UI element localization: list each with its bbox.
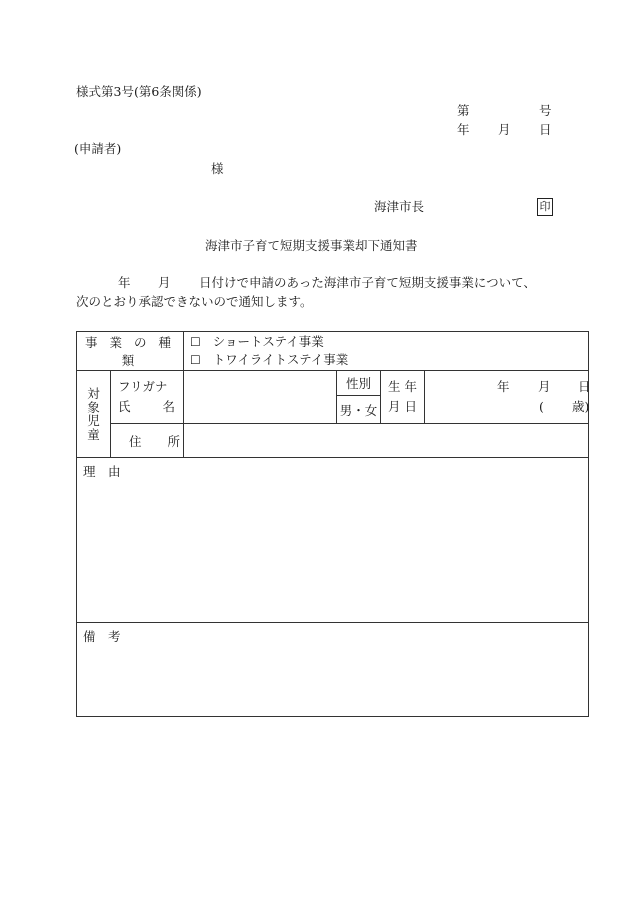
twilight-stay-label: トワイライトステイ事業 — [212, 352, 349, 367]
application-form-table — [76, 331, 589, 717]
address-label-cell — [111, 424, 184, 458]
child-label-char: 童 — [87, 426, 100, 442]
document-number-suffix: 号 — [539, 103, 552, 118]
service-type-row — [77, 332, 589, 371]
body-line-2: 次のとおり承認できないので通知します。 — [76, 294, 313, 309]
body-month: 月 — [158, 275, 171, 290]
birth-label-line-1: 生 年 — [388, 379, 417, 394]
twilight-stay-option[interactable] — [184, 351, 588, 369]
age-open-paren: ( — [539, 399, 544, 414]
birth-label-line-2: 月 日 — [388, 399, 417, 414]
short-stay-option[interactable] — [184, 333, 588, 351]
recipient-honorific: 様 — [211, 161, 224, 176]
birth-month-unit: 月 — [538, 379, 551, 394]
birth-date-field[interactable] — [425, 371, 589, 424]
remarks-row — [77, 623, 589, 717]
gender-label: 性別 — [337, 371, 381, 396]
name-label-char-2: 名 — [162, 399, 176, 414]
name-label-cell — [111, 371, 184, 424]
birth-year-unit: 年 — [497, 379, 510, 394]
remarks-field[interactable] — [77, 623, 589, 717]
address-label-char-1: 住 — [129, 433, 142, 449]
address-row — [77, 424, 589, 458]
furigana-label: フリガナ — [118, 379, 168, 394]
issue-date-year: 年 — [457, 122, 470, 137]
body-year: 年 — [118, 275, 131, 290]
issuer-name: 海津市長 — [374, 199, 425, 214]
seal-stamp: 印 — [537, 198, 553, 216]
child-label-char: 対 — [87, 386, 100, 401]
applicant-label: (申請者) — [74, 141, 122, 156]
reason-row — [77, 458, 589, 623]
child-row-1 — [77, 371, 589, 396]
child-label-char: 児 — [87, 413, 100, 428]
document-number-prefix: 第 — [457, 103, 470, 118]
child-label-char: 象 — [87, 399, 100, 415]
form-number: 様式第3号(第6条関係) — [76, 84, 202, 99]
body-line-1: 日付けで申請のあった海津市子育て短期支援事業について、 — [199, 275, 536, 290]
address-field[interactable] — [184, 424, 589, 458]
document-title: 海津市子育て短期支援事業却下通知書 — [205, 238, 418, 253]
birth-label-cell — [381, 371, 425, 424]
child-name-field[interactable] — [184, 371, 337, 424]
remarks-label: 備 考 — [83, 629, 121, 644]
name-label-char-1: 氏 — [118, 399, 131, 414]
short-stay-checkbox[interactable]: ☐ — [190, 335, 201, 349]
issue-date-day: 日 — [539, 122, 552, 137]
gender-options[interactable]: 男・女 — [337, 396, 381, 424]
reason-field[interactable] — [77, 458, 589, 623]
reason-label: 理 由 — [83, 464, 121, 479]
birth-day-unit: 日 — [578, 379, 591, 394]
short-stay-label: ショートステイ事業 — [212, 334, 324, 349]
issue-date-month: 月 — [498, 122, 511, 137]
service-type-options — [184, 332, 589, 371]
twilight-stay-checkbox[interactable]: ☐ — [190, 353, 201, 367]
address-label-char-2: 所 — [167, 433, 181, 449]
age-unit: 歳) — [572, 399, 590, 414]
child-label-cell — [77, 371, 111, 458]
service-type-label: 事 業 の 種 類 — [77, 332, 184, 371]
